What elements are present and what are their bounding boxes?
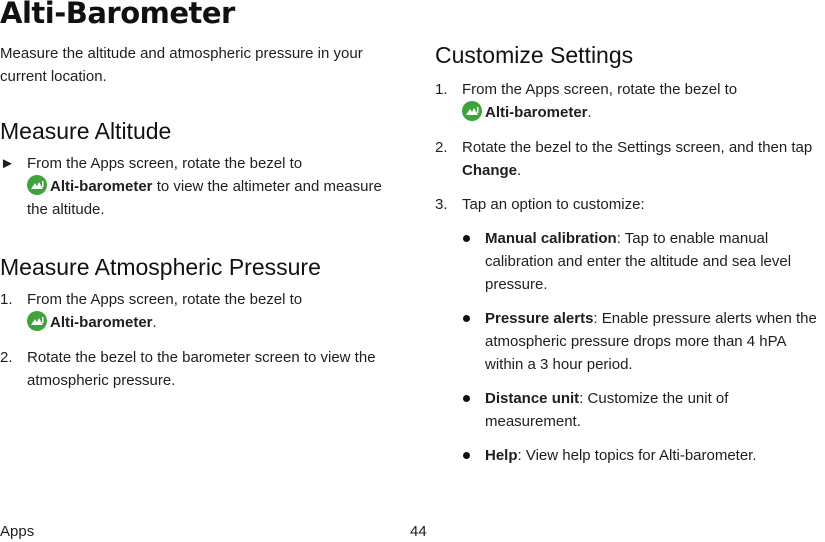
heading-measure-altitude: Measure Altitude <box>0 118 172 144</box>
bullet-dot <box>463 395 470 402</box>
step-text-before: Rotate the bezel to the Settings screen, and then tap <box>462 139 813 156</box>
customize-step-1 <box>435 78 825 124</box>
option-label: Distance unit <box>485 390 580 407</box>
step-number: 1. <box>0 291 13 308</box>
option-manual-calibration <box>435 227 825 296</box>
step-number: 2. <box>0 349 13 366</box>
option-help <box>435 444 825 467</box>
step-text-after: . <box>587 104 592 121</box>
step-text-before: From the Apps screen, rotate the bezel to <box>27 291 303 308</box>
step-text: Tap an option to customize: <box>462 196 645 213</box>
bullet-marker: ► <box>0 155 15 172</box>
option-desc: : Customize the unit of measurement. <box>485 390 729 430</box>
intro-text: Measure the altitude and atmospheric pressure in your current location. <box>0 45 363 85</box>
step-app-name: Alti-barometer <box>50 314 153 331</box>
step-text-after: . <box>517 162 522 179</box>
alti-barometer-icon <box>27 175 47 195</box>
altitude-bullet <box>0 152 405 221</box>
bullet-dot <box>463 315 470 322</box>
option-distance-unit <box>435 387 825 433</box>
alti-barometer-icon <box>462 101 482 121</box>
step-text-after: . <box>152 314 157 331</box>
step-text: Rotate the bezel to the barometer screen to view the atmospheric pressure. <box>27 349 376 389</box>
option-label: Help <box>485 447 518 464</box>
option-label: Pressure alerts <box>485 310 594 327</box>
step-number: 3. <box>435 196 448 213</box>
option-desc: : Enable pressure alerts when the atmospheric pressure drops more than 4 hPA within a 3 hour period. <box>485 310 817 373</box>
option-pressure-alerts <box>435 307 825 376</box>
step-number: 2. <box>435 139 448 156</box>
change-label: Change <box>462 162 518 179</box>
customize-step-3 <box>435 193 825 216</box>
altitude-app-name: Alti-barometer <box>50 178 153 195</box>
step-text-before: From the Apps screen, rotate the bezel to <box>462 81 738 98</box>
step-number: 1. <box>435 81 448 98</box>
option-label: Manual calibration <box>485 230 617 247</box>
altitude-text-after: to view the altimeter and measure the altitude. <box>27 178 382 218</box>
heading-measure-pressure: Measure Atmospheric Pressure <box>0 254 321 280</box>
page-number: 44 <box>410 523 427 540</box>
bullet-dot <box>463 235 470 242</box>
altitude-text-before: From the Apps screen, rotate the bezel to <box>27 155 303 172</box>
option-desc: : Tap to enable manual calibration and enter the altitude and sea level pressure. <box>485 230 792 293</box>
heading-customize: Customize Settings <box>435 42 634 68</box>
alti-barometer-icon <box>27 311 47 331</box>
pressure-step-1 <box>0 288 405 334</box>
footer-section: Apps <box>0 523 35 540</box>
step-app-name: Alti-barometer <box>485 104 588 121</box>
page-title: Alti-Barometer <box>0 0 235 30</box>
pressure-step-2 <box>0 346 405 392</box>
option-desc: : View help topics for Alti-barometer. <box>517 447 757 464</box>
customize-step-2 <box>435 136 825 182</box>
bullet-dot <box>463 452 470 459</box>
